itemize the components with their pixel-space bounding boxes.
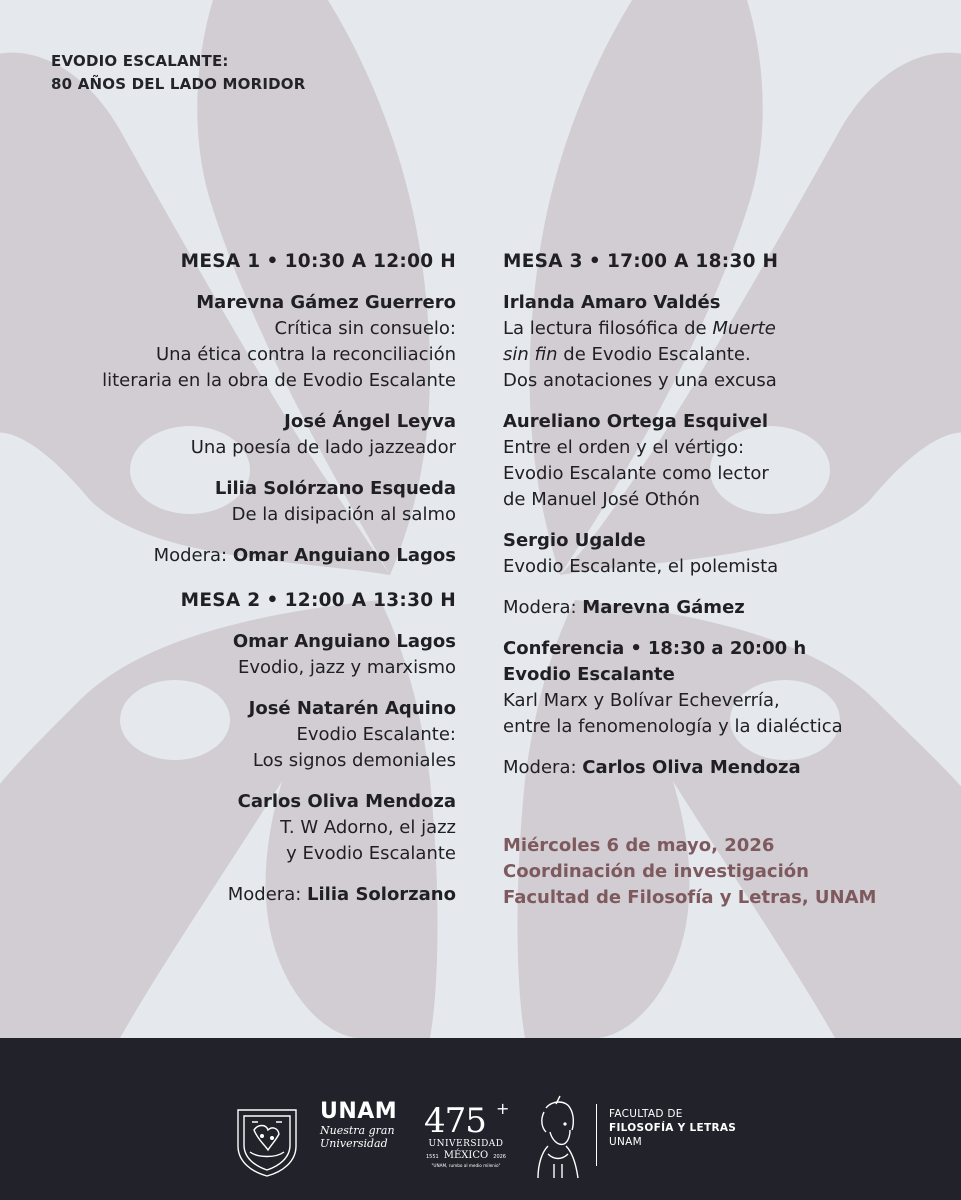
event-info: [503, 833, 943, 911]
anniversary-year-end: 2026: [493, 1154, 506, 1160]
ffl-line-1: FACULTAD DE: [609, 1108, 683, 1120]
talk-title-line: entre la fenomenología y la dialéctica: [503, 716, 843, 737]
mesa-3-time: 17:00 A 18:30 H: [606, 251, 779, 272]
left-column: [20, 249, 456, 908]
moderator-name: Carlos Oliva Mendoza: [582, 757, 801, 778]
mesa-2-time: 12:00 A 13:30 H: [284, 590, 456, 611]
unam-slogan-2: Universidad: [320, 1137, 388, 1150]
anniversary-logo: [420, 1094, 512, 1186]
anniversary-plus: +: [496, 1099, 510, 1118]
anniversary-line-1: UNIVERSIDAD: [428, 1139, 504, 1149]
event-title-line-2: 80 AÑOS DEL LADO MORIDOR: [51, 75, 306, 93]
talk-title-line: sin fin de Evodio Escalante.: [503, 344, 751, 365]
conference-label: Conferencia: [503, 638, 625, 659]
moderator-line: [503, 755, 943, 781]
ffl-line-3: UNAM: [609, 1136, 642, 1148]
speaker-name: Omar Anguiano Lagos: [232, 631, 456, 652]
speaker-name: Lilia Solórzano Esqueda: [214, 478, 456, 499]
speaker-name: Carlos Oliva Mendoza: [237, 791, 456, 812]
speaker-name: Aureliano Ortega Esquivel: [503, 411, 769, 432]
separator-dot: •: [266, 251, 279, 272]
talk-item: [20, 290, 456, 394]
event-coordination: Coordinación de investigación: [503, 861, 809, 882]
talk-title-line: Evodio, jazz y marxismo: [237, 657, 456, 678]
talk-item: [20, 789, 456, 867]
talk-item: [503, 528, 943, 580]
talk-title-line: T. W Adorno, el jazz: [280, 817, 456, 838]
mesa-2-label: MESA 2: [180, 590, 261, 611]
right-column: [503, 249, 943, 911]
unam-slogan-1: Nuestra gran: [320, 1124, 395, 1137]
talk-title-line: Una poesía de lado jazzeador: [190, 437, 456, 458]
mesa-3-label: MESA 3: [503, 251, 583, 272]
separator-dot: •: [588, 251, 601, 272]
anniversary-number: 475: [424, 1101, 486, 1141]
talk-title-line: literaria en la obra de Evodio Escalante: [102, 370, 456, 391]
event-title: [51, 50, 305, 96]
talk-title-line: Los signos demoniales: [252, 750, 456, 771]
unam-wordmark: UNAM: [320, 1099, 398, 1124]
event-date: Miércoles 6 de mayo, 2026: [503, 835, 775, 856]
mesa-1-time: 10:30 A 12:00 H: [284, 251, 456, 272]
talk-title-line: y Evodio Escalante: [286, 843, 456, 864]
unam-seal-icon: [232, 1100, 302, 1180]
moderator-line: [503, 595, 943, 621]
footer-logos: [0, 1038, 961, 1200]
moderator-line: [20, 882, 456, 908]
talk-title-line: Evodio Escalante:: [296, 724, 456, 745]
talk-item: [503, 409, 943, 513]
event-institution: Facultad de Filosofía y Letras, UNAM: [503, 887, 877, 908]
talk-title-line: Evodio Escalante como lector: [503, 463, 769, 484]
moderator-name: Marevna Gámez: [582, 597, 745, 618]
mesa-1-heading: [20, 249, 456, 275]
talk-item: [20, 696, 456, 774]
speaker-name: Marevna Gámez Guerrero: [196, 292, 456, 313]
moderator-label: Modera:: [153, 545, 228, 566]
moderator-label: Modera:: [227, 884, 302, 905]
talk-item: [20, 629, 456, 681]
book-title: Muerte: [712, 318, 776, 339]
book-title: sin fin: [503, 344, 558, 365]
talk-title-line: Una ética contra la reconciliación: [155, 344, 456, 365]
talk-title-line: Dos anotaciones y una excusa: [503, 370, 777, 391]
talk-title-line: Evodio Escalante, el polemista: [503, 556, 779, 577]
speaker-name: Irlanda Amaro Valdés: [503, 292, 721, 313]
speaker-name: José Natarén Aquino: [248, 698, 456, 719]
talk-title-line: Karl Marx y Bolívar Echeverría,: [503, 690, 780, 711]
conference-heading: [503, 636, 943, 662]
talk-item: [20, 409, 456, 461]
talk-title-line: La lectura filosófica de Muerte: [503, 318, 776, 339]
mesa-3-heading: [503, 249, 943, 275]
minerva-icon: [528, 1094, 584, 1184]
speaker-name: Sergio Ugalde: [503, 530, 646, 551]
talk-title-line: de Manuel José Othón: [503, 489, 700, 510]
anniversary-motto: "UNAM, rumbo al medio milenio": [431, 1163, 501, 1168]
ffl-line-2: FILOSOFÍA Y LETRAS: [609, 1122, 737, 1134]
moderator-label: Modera:: [503, 597, 577, 618]
speaker-name: Evodio Escalante: [503, 664, 675, 685]
talk-title-line: Entre el orden y el vértigo:: [503, 437, 745, 458]
unam-logo: [320, 1100, 406, 1150]
moderator-line: [20, 543, 456, 569]
moderator-label: Modera:: [503, 757, 577, 778]
logo-divider: [596, 1104, 597, 1166]
ffl-logo-text: [609, 1107, 759, 1149]
anniversary-year-start: 1551: [426, 1154, 439, 1160]
mesa-2-heading: [20, 588, 456, 614]
talk-title-line: De la disipación al salmo: [231, 504, 456, 525]
separator-dot: •: [630, 638, 642, 659]
anniversary-line-2: MÉXICO: [443, 1150, 489, 1161]
talk-title-line: Crítica sin consuelo:: [274, 318, 456, 339]
conference-time: 18:30 a 20:00 h: [647, 638, 807, 659]
talk-item: [20, 476, 456, 528]
conference-item: [503, 636, 943, 740]
mesa-1-label: MESA 1: [180, 251, 261, 272]
talk-item: [503, 290, 943, 394]
speaker-name: José Ángel Leyva: [284, 411, 456, 432]
event-title-line-1: EVODIO ESCALANTE:: [51, 52, 229, 70]
moderator-name: Lilia Solorzano: [307, 884, 456, 905]
separator-dot: •: [266, 590, 279, 611]
moderator-name: Omar Anguiano Lagos: [232, 545, 456, 566]
